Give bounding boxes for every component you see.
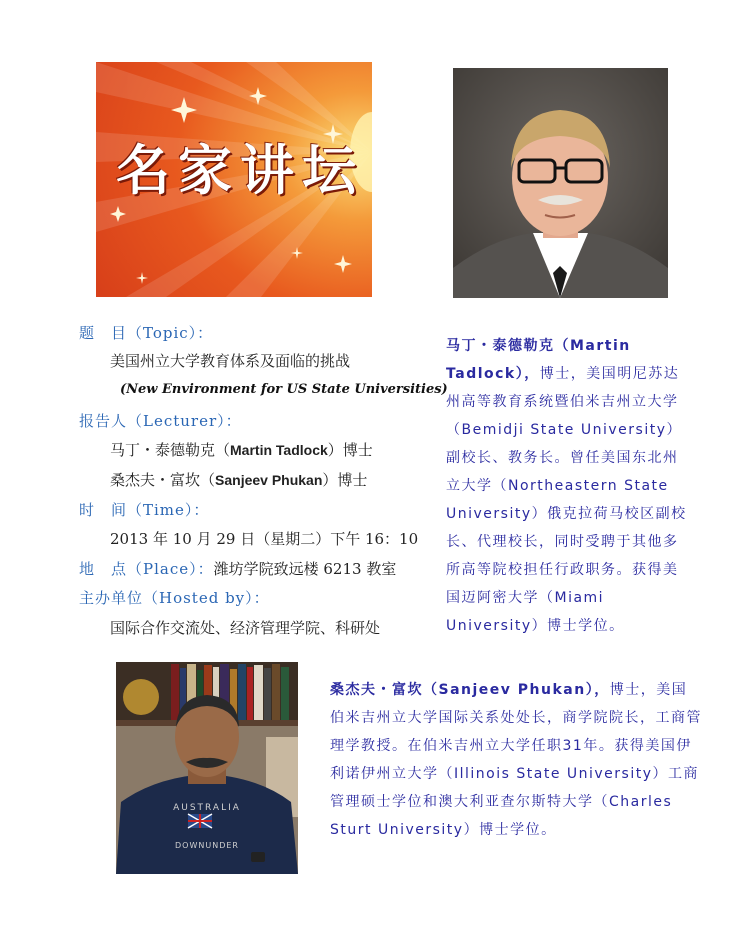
lecturer-1-cn-pre: 马丁・泰德勒克（ — [110, 441, 231, 459]
lecturer-2 — [110, 470, 367, 490]
lecturer-label: 报告人（Lecturer）： — [79, 412, 242, 430]
svg-text:DOWNUNDER: DOWNUNDER — [175, 841, 239, 850]
photo-martin-tadlock — [453, 68, 668, 298]
bio-martin-tadlock — [446, 332, 691, 640]
bio-1-name: 马丁・泰德勒克（Martin Tadlock）， — [446, 338, 631, 382]
lecturer-2-cn-pre: 桑杰夫・富坎（ — [110, 471, 216, 489]
photo-sanjeev-phukan — [116, 662, 298, 874]
portrait-photo-icon — [453, 68, 668, 298]
bio-2-text: 博士，美国伯米吉州立大学国际关系处处长，商学院院长，工商管理学教授。在伯米吉州立大学任职31年。获得美国伊利诺伊州立大学（Illinois State University）工商管理硕士学位和澳大利亚查尔斯特大学（Charles Sturt University）博士学位。 — [330, 682, 702, 838]
time-value: 2013 年 10 月 29 日（星期二）下午 16：10 — [110, 530, 419, 548]
bio-2-name: 桑杰夫・富坎（Sanjeev Phukan）， — [330, 682, 610, 698]
svg-text:AUSTRALIA: AUSTRALIA — [173, 803, 241, 813]
time-label: 时 间（Time）： — [79, 501, 210, 519]
lecturer-1 — [110, 440, 373, 460]
topic-label: 题 目（Topic）： — [79, 324, 214, 342]
bio-sanjeev-phukan — [330, 676, 702, 844]
lecturer-2-en: Sanjeev Phukan — [215, 472, 323, 488]
place-label: 地 点（Place）： — [79, 560, 214, 578]
place-line — [79, 559, 396, 579]
host-value: 国际合作交流处、经济管理学院、科研处 — [110, 619, 381, 637]
topic-cn: 美国州立大学教育体系及面临的挑战 — [110, 352, 351, 370]
lecturer-1-en: Martin Tadlock — [230, 442, 328, 458]
portrait-photo-icon — [116, 662, 298, 874]
banner — [96, 62, 372, 297]
banner-title: 名家讲坛 — [116, 138, 364, 202]
host-label: 主办单位（Hosted by）： — [79, 589, 270, 607]
topic-en: (New Environment for US State Universities) — [120, 382, 448, 397]
place-value: 潍坊学院致远楼 6213 教室 — [213, 560, 397, 578]
lecturer-2-cn-post: ）博士 — [322, 471, 368, 489]
bio-1-text: 博士，美国明尼苏达州高等教育系统暨伯米吉州立大学（Bemidji State University）副校长、教务长。曾任美国东北州立大学（Northeastern State University）俄克拉荷马校区副校长、代理校长，同时受聘于其他多所高等院校担任行政职务。获得美国迈阿密大学（Miami University）博士学位。 — [446, 366, 687, 634]
lecturer-1-cn-post: ）博士 — [327, 441, 373, 459]
